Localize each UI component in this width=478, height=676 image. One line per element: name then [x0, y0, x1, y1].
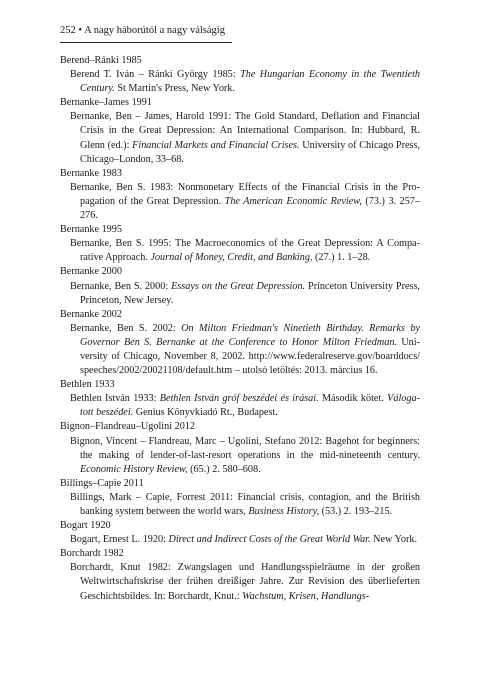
reference-title: Essays on the Great Depression.: [171, 280, 306, 292]
reference-text: University of Chicago, November 8, 2002. http://www.federalreserve.gov/boarddocs/ speeches/2002/20021108/default.htm – utolsó letöltés: 2013. március 16.: [80, 336, 421, 377]
reference-text: Bogart, Ernest L. 1920:: [70, 534, 169, 546]
reference-text: Bethlen István 1933:: [70, 393, 160, 405]
entry-reference: [60, 435, 420, 477]
reference-text: St Martin's Press, New York.: [114, 83, 235, 95]
reference-text: (53.) 2. 193–215.: [319, 506, 393, 517]
entry-key: Bogart 1920: [60, 520, 111, 532]
running-header: [60, 24, 232, 38]
entry-reference: [60, 533, 420, 547]
reference-title: Economic History Review,: [80, 463, 188, 475]
entry-reference: [60, 68, 420, 96]
reference-title: The Hungarian Economy in the Twentieth Century.: [80, 69, 420, 95]
entry-key: Bernanke 1995: [60, 224, 122, 236]
reference-title: Business History,: [248, 506, 320, 517]
reference-text: Bernanke, Ben S. 2002:: [70, 322, 182, 334]
entry-key: Bernanke 2002: [60, 308, 122, 320]
entry-key: Bernanke 1983: [60, 167, 122, 179]
reference-text: Második kötet.: [318, 393, 388, 405]
entry-key: Berend–Ránki 1985: [60, 55, 142, 66]
reference-title: Journal of Money, Credit, and Banking,: [150, 252, 313, 264]
bibliography: [60, 54, 420, 604]
reference-text: Bernanke, Ben – James, Harold 1991: The Gold Standard, Deflation and Financial Crisis in the Great Depression: An International Comparison. In: Hubbard, R. Glenn (ed.):: [70, 111, 420, 151]
entry-reference: [60, 280, 420, 308]
entry-reference: [60, 392, 420, 420]
entry-reference: [60, 181, 420, 223]
reference-text: Princeton University Press, Princeton, New Jersey.: [80, 280, 420, 306]
entry-reference: [60, 237, 420, 265]
entry-reference: [60, 491, 420, 519]
reference-text: Billings, Mark – Capie, Forrest 2011: Financial crisis, contagion, and the British banking system between the world wars,: [70, 491, 420, 517]
entry-key: Borchardt 1982: [60, 548, 124, 560]
entry-key: Billings–Capie 2011: [60, 477, 144, 489]
reference-title: The American Economic Review,: [224, 195, 362, 207]
header-separator: •: [78, 25, 83, 36]
reference-text: Berend T. Iván – Ránki György 1985:: [70, 69, 241, 81]
entry-reference: [60, 322, 420, 378]
reference-title: Válogatott beszédei.: [80, 393, 420, 419]
reference-text: Genius Könyvkiadó Rt., Budapest.: [133, 407, 278, 419]
reference-title: On Milton Friedman's Ninetieth Birthday. Remarks by Governor Ben S. Bernanke at the Conference to Honor Milton Friedman.: [80, 322, 420, 348]
reference-text: (65.) 2. 580–608.: [187, 463, 261, 475]
entry-reference: [60, 561, 420, 603]
reference-title: Bethlen István gróf beszédei és írásai.: [159, 393, 319, 405]
header-rule: [60, 42, 232, 43]
reference-title: Wachstum, Krisen, Handlungs-: [242, 590, 370, 602]
reference-text: New York.: [370, 534, 418, 546]
reference-text: Borchardt, Knut 1982: Zwangslagen und Handlungsspielräume in der großen Weltwirtschaftskrise der frühen dreißiger Jahre. Zur Revision des überlieferten Geschichtsbildes. In: Borchardt, Knut.:: [70, 562, 420, 602]
entry-key: Bernanke 2000: [60, 266, 122, 278]
reference-text: Bernanke, Ben S. 2000:: [70, 280, 172, 292]
entry-reference: [60, 110, 420, 166]
reference-title: Financial Markets and Financial Crises.: [132, 139, 300, 151]
reference-text: (73.) 3. 257–276.: [80, 195, 420, 222]
reference-text: University of Chicago Press, Chicago–London, 33–68.: [80, 139, 420, 165]
reference-text: Bernanke, Ben S. 1983: Nonmonetary Effects of the Financial Crisis in the Propagation of the Great Depression.: [70, 181, 420, 207]
entry-key: Bignon–Flandreau–Ugolini 2012: [60, 421, 195, 433]
reference-text: Bignon, Vincent – Flandreau, Marc – Ugolini, Stefano 2012: Bagehot for beginners: the making of lender-of-last-resort operations in the mid-nineteenth century.: [70, 435, 420, 461]
page-number: 252: [60, 25, 76, 36]
reference-text: (27.) 1. 1–28.: [312, 252, 371, 264]
entry-key: Bernanke–James 1991: [60, 97, 152, 109]
entry-key: Bethlen 1933: [60, 379, 115, 391]
reference-text: Bernanke, Ben S. 1995: The Macroeconomics of the Great Depression: A Comparative Approach.: [70, 238, 420, 264]
running-title: A nagy háborútól a nagy válságig: [84, 25, 225, 36]
reference-title: Direct and Indirect Costs of the Great World War.: [168, 534, 371, 546]
